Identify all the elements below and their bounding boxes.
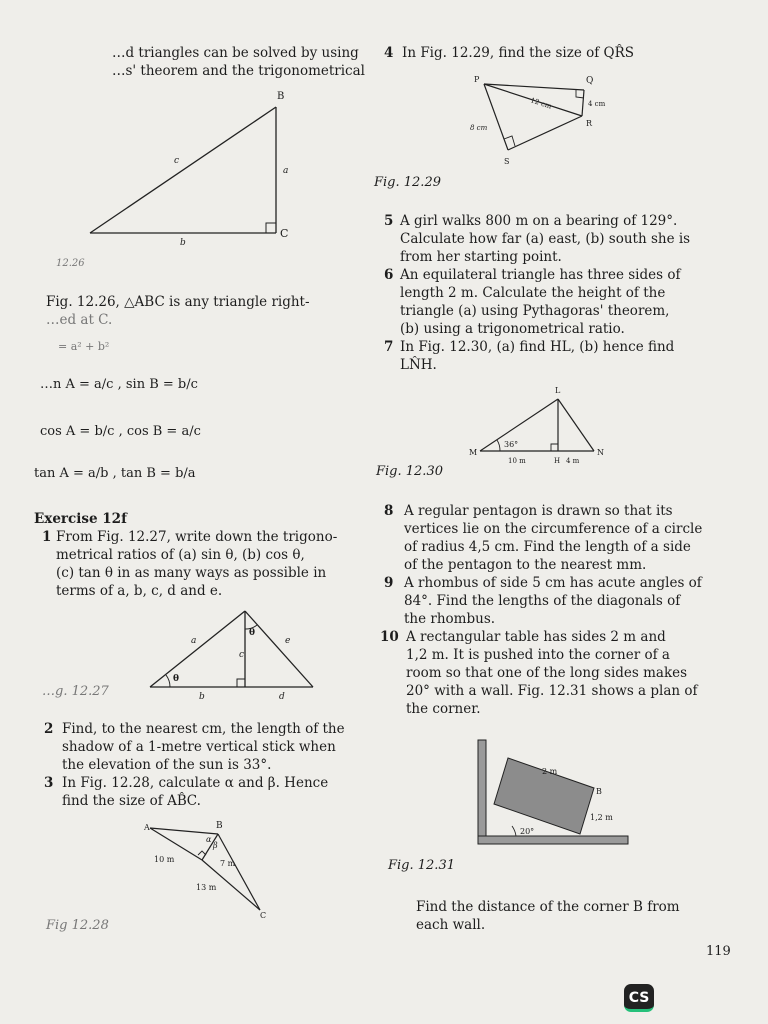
- question-1-line-4: terms of a, b, c, d and e.: [56, 583, 223, 599]
- fig126-label-b-vertex: B: [277, 91, 285, 102]
- question-9-line-1: A rhombus of side 5 cm has acute angles of: [404, 575, 702, 591]
- fig129-label-s: S: [504, 157, 510, 166]
- question-1-line-1: From Fig. 12.27, write down the trigono-: [56, 529, 338, 545]
- fig126-label-a: a: [283, 166, 289, 176]
- question-3-number: 3: [44, 775, 54, 791]
- question-6-line-4: (b) using a trigonometrical ratio.: [400, 321, 625, 337]
- figure-12-31: [472, 736, 642, 846]
- fig130-label-mh: 10 m: [508, 457, 526, 465]
- question-4-text: In Fig. 12.29, find the size of QR̂S: [402, 45, 635, 61]
- fig129-label-q: Q: [586, 76, 594, 86]
- question-1-line-3: (c) tan θ in as many ways as possible in: [56, 565, 327, 581]
- question-5-line-2: Calculate how far (a) east, (b) south she is: [400, 231, 691, 247]
- fig130-label-hn: 4 m: [566, 457, 580, 465]
- page-number: 119: [706, 944, 731, 959]
- fig127-label-e: e: [285, 636, 291, 646]
- fig128-label-alpha: α: [206, 835, 212, 844]
- figure-12-28: [140, 818, 280, 918]
- question-10-number: 10: [380, 629, 399, 645]
- fig128-label-len2: 7 m: [220, 859, 236, 868]
- fig129-label-r: R: [586, 119, 593, 128]
- fig128-caption: Fig 12.28: [46, 918, 109, 933]
- definition-line-1: Fig. 12.26, △ABC is any triangle right-: [46, 294, 310, 310]
- question-9-line-2: 84°. Find the lengths of the diagonals of: [404, 593, 681, 609]
- formula-cos: cos A = b/c , cos B = a/c: [40, 424, 201, 439]
- question-2-line-1: Find, to the nearest cm, the length of the: [62, 721, 345, 737]
- question-6-line-2: length 2 m. Calculate the height of the: [400, 285, 666, 301]
- question-3-line-1: In Fig. 12.28, calculate α and β. Hence: [62, 775, 329, 791]
- fig127-label-d: d: [279, 692, 285, 702]
- fig129-label-pq: 12 cm: [529, 96, 553, 111]
- fig126-label: 12.26: [56, 258, 85, 269]
- question-10-line-3: room so that one of the long sides makes: [406, 665, 688, 681]
- fig127-label-b: b: [199, 692, 205, 702]
- question-8-line-4: of the pentagon to the nearest mm.: [404, 557, 647, 573]
- question-9-line-3: the rhombus.: [404, 611, 496, 627]
- figure-12-27: [145, 605, 320, 700]
- intro-line-1: …d triangles can be solved by using: [112, 45, 359, 61]
- figure-12-30: [466, 385, 616, 475]
- question-8-line-1: A regular pentagon is drawn so that its: [404, 503, 673, 519]
- question-7-line-1: In Fig. 12.30, (a) find HL, (b) hence find: [400, 339, 675, 355]
- figure-12-29: [466, 70, 616, 170]
- fig131-label-angle: 20°: [520, 827, 535, 836]
- question-4-number: 4: [384, 45, 394, 61]
- question-7-number: 7: [384, 339, 394, 355]
- exercise-title: Exercise 12f: [34, 511, 127, 527]
- camscanner-logo: CS: [624, 984, 654, 1012]
- fig131-caption: Fig. 12.31: [388, 858, 455, 873]
- question-5-line-3: from her starting point.: [400, 249, 562, 265]
- fig131-label-side: 1,2 m: [590, 813, 613, 822]
- fig128-label-len1: 10 m: [154, 855, 175, 864]
- fig128-label-b: B: [216, 821, 223, 831]
- question-8-line-3: of radius 4,5 cm. Find the length of a side: [404, 539, 691, 555]
- fig129-caption: Fig. 12.29: [374, 175, 441, 190]
- question-5-line-1: A girl walks 800 m on a bearing of 129°.: [400, 213, 678, 229]
- question-8-line-2: vertices lie on the circumference of a circle: [404, 521, 703, 537]
- fig127-theta-top: θ: [249, 628, 256, 638]
- fig126-label-c-vertex: C: [280, 227, 289, 240]
- formula-tan: tan A = a/b , tan B = b/a: [34, 466, 196, 481]
- fig126-label-b: b: [180, 238, 186, 248]
- fig128-label-len3: 13 m: [196, 883, 217, 892]
- fig129-label-qr: 4 cm: [588, 100, 606, 108]
- fig131-label-top: 2 m: [542, 767, 558, 776]
- definition-line-2: …ed at C.: [46, 312, 113, 328]
- question-6-line-1: An equilateral triangle has three sides of: [400, 267, 681, 283]
- fig126-label-c: c: [174, 156, 180, 166]
- fig130-label-m: M: [469, 448, 478, 457]
- formula-pythagoras: = a² + b²: [58, 340, 110, 353]
- fig130-caption: Fig. 12.30: [376, 464, 443, 479]
- question-1-line-2: metrical ratios of (a) sin θ, (b) cos θ,: [56, 547, 305, 563]
- question-3-line-2: find the size of AB̂C.: [62, 793, 201, 809]
- question-1-number: 1: [42, 529, 52, 545]
- fig130-label-n: N: [597, 448, 604, 457]
- fig127-theta-left: θ: [173, 674, 180, 684]
- question-10-line-4: 20° with a wall. Fig. 12.31 shows a plan of: [406, 683, 698, 699]
- intro-line-2: …s' theorem and the trigonometrical: [112, 63, 365, 79]
- fig128-label-beta: β: [213, 841, 218, 850]
- fig128-label-c: C: [260, 911, 267, 920]
- question-10-line-2: 1,2 m. It is pushed into the corner of a: [406, 647, 670, 663]
- question-2-number: 2: [44, 721, 54, 737]
- fig128-label-a: A: [144, 823, 150, 832]
- fig129-label-ps: 8 cm: [470, 124, 488, 132]
- final-question-line-1: Find the distance of the corner B from: [416, 899, 680, 915]
- question-8-number: 8: [384, 503, 394, 519]
- question-2-line-3: the elevation of the sun is 33°.: [62, 757, 272, 773]
- figure-12-26: [80, 85, 310, 248]
- fig127-label-c: c: [239, 650, 245, 660]
- question-2-line-2: shadow of a 1-metre vertical stick when: [62, 739, 336, 755]
- question-5-number: 5: [384, 213, 394, 229]
- question-6-line-3: triangle (a) using Pythagoras' theorem,: [400, 303, 670, 319]
- question-10-line-5: the corner.: [406, 701, 481, 717]
- fig131-label-b: B: [596, 787, 602, 796]
- formula-sin: …n A = a/c , sin B = b/c: [40, 377, 198, 392]
- fig127-caption: …g. 12.27: [42, 684, 109, 699]
- question-10-line-1: A rectangular table has sides 2 m and: [406, 629, 666, 645]
- fig130-label-h: H: [554, 457, 561, 465]
- question-9-number: 9: [384, 575, 394, 591]
- fig129-label-p: P: [474, 75, 480, 84]
- question-7-line-2: LN̂H.: [400, 357, 437, 373]
- fig130-label-l: L: [555, 386, 561, 395]
- question-6-number: 6: [384, 267, 394, 283]
- fig130-label-angle: 36°: [504, 440, 519, 449]
- final-question-line-2: each wall.: [416, 917, 486, 933]
- fig127-label-a: a: [191, 636, 197, 646]
